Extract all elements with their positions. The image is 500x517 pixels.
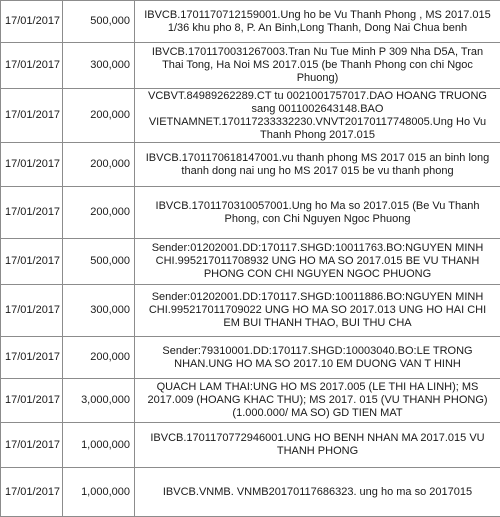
transaction-amount: 200,000 [63,143,135,187]
table-row [1,1,500,43]
transaction-amount: 500,000 [63,239,135,285]
transaction-amount: 300,000 [63,285,135,337]
transaction-amount: 3,000,000 [63,379,135,423]
transaction-amount: 300,000 [63,43,135,89]
transaction-date: 17/01/2017 [1,337,63,379]
transaction-description: VCBVT.84989262289.CT tu 0021001757017.DAO HOANG TRUONG sang 0011002643148.BAO VIETNAMNET.170117233332230.VNVT20170117748005.Ung Ho Vu Thanh Phong 2017.015 [135,89,500,143]
transaction-description: Sender:01202001.DD:170117.SHGD:10011763.BO:NGUYEN MINH CHI.995217011708932 UNG HO MA SO 2017.015 BE VU THANH PHONG CON CHI NGUYEN NGOC PHUONG [135,239,500,285]
table-row [1,239,500,285]
table-row [1,379,500,423]
transaction-description: QUACH LAM THAI:UNG HO MS 2017.005 (LE THI HA LINH); MS 2017.009 (HOANG KHAC THU); MS 2017. 015 (VU THANH PHONG) (1.000.000/ MA SO) GD TIEN MAT [135,379,500,423]
transaction-date: 17/01/2017 [1,468,63,517]
transaction-description: IBVCB.1701170772946001.UNG HO BENH NHAN MA 2017.015 VU THANH PHONG [135,423,500,468]
transaction-date: 17/01/2017 [1,379,63,423]
transaction-description: IBVCB.1701170618147001.vu thanh phong MS 2017 015 an binh long thanh dong nai ung ho MS 2017 015 be vu thanh phong [135,143,500,187]
transaction-amount: 200,000 [63,337,135,379]
table-row [1,89,500,143]
table-row [1,423,500,468]
transaction-description: IBVCB.VNMB. VNMB20170117686323. ung ho ma so 2017015 [135,468,500,517]
transaction-date: 17/01/2017 [1,187,63,239]
transaction-date: 17/01/2017 [1,1,63,43]
table-body [1,1,500,517]
transaction-date: 17/01/2017 [1,89,63,143]
transaction-description: IBVCB.1701170031267003.Tran Nu Tue Minh P 309 Nha D5A, Tran Thai Tong, Ha Noi MS 2017.015 (be Thanh Phong con chi Ngoc Phuong) [135,43,500,89]
table-row [1,187,500,239]
transaction-amount: 1,000,000 [63,423,135,468]
transaction-date: 17/01/2017 [1,285,63,337]
transaction-amount: 200,000 [63,187,135,239]
transaction-date: 17/01/2017 [1,423,63,468]
table-row [1,468,500,517]
transaction-amount: 200,000 [63,89,135,143]
transaction-description: Sender:01202001.DD:170117.SHGD:10011886.BO:NGUYEN MINH CHI.995217011709022 UNG HO MA SO 2017.013 UNG HO HAI CHI EM BUI THANH THAO, BUI THU CHA [135,285,500,337]
table-row [1,285,500,337]
table-row [1,337,500,379]
transaction-date: 17/01/2017 [1,43,63,89]
transaction-date: 17/01/2017 [1,239,63,285]
transaction-amount: 1,000,000 [63,468,135,517]
transaction-description: IBVCB.1701170310057001.Ung ho Ma so 2017.015 (Be Vu Thanh Phong, con Chi Nguyen Ngoc Phuong [135,187,500,239]
transaction-description: Sender:79310001.DD:170117.SHGD:10003040.BO:LE TRONG NHAN.UNG HO MA SO 2017.10 EM DUONG VAN T HINH [135,337,500,379]
transaction-description: IBVCB.1701170712159001.Ung ho be Vu Thanh Phong , MS 2017.015 1/36 khu pho 8, P. An Binh,Long Thanh, Dong Nai Chua benh [135,1,500,43]
table-row [1,143,500,187]
transaction-amount: 500,000 [63,1,135,43]
table-row [1,43,500,89]
transaction-date: 17/01/2017 [1,143,63,187]
